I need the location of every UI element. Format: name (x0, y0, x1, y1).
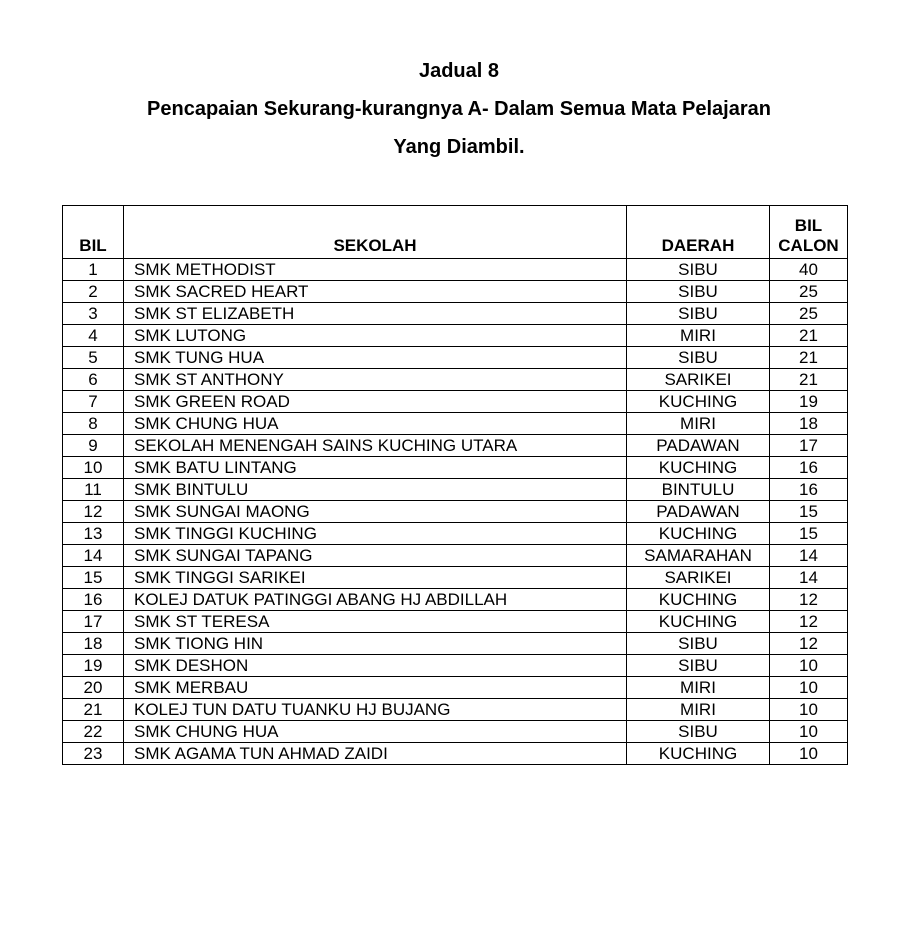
cell-bil-calon: 12 (770, 589, 848, 611)
cell-sekolah: SMK CHUNG HUA (124, 413, 627, 435)
cell-daerah: SIBU (627, 347, 770, 369)
cell-sekolah: SMK CHUNG HUA (124, 721, 627, 743)
results-table (62, 205, 848, 765)
cell-sekolah: SMK DESHON (124, 655, 627, 677)
cell-daerah: MIRI (627, 413, 770, 435)
header-bil-calon-line2: CALON (778, 236, 839, 255)
cell-sekolah: SMK MERBAU (124, 677, 627, 699)
header-daerah: DAERAH (627, 206, 770, 259)
cell-bil: 19 (63, 655, 124, 677)
cell-daerah: KUCHING (627, 457, 770, 479)
cell-sekolah: SMK GREEN ROAD (124, 391, 627, 413)
cell-daerah: SIBU (627, 259, 770, 281)
cell-bil: 23 (63, 743, 124, 765)
header-bil: BIL (63, 206, 124, 259)
cell-sekolah: SMK ST ELIZABETH (124, 303, 627, 325)
cell-bil: 17 (63, 611, 124, 633)
cell-daerah: SIBU (627, 655, 770, 677)
cell-daerah: KUCHING (627, 523, 770, 545)
cell-daerah: PADAWAN (627, 435, 770, 457)
table-row (63, 699, 848, 721)
cell-daerah: SIBU (627, 633, 770, 655)
cell-sekolah: SMK SACRED HEART (124, 281, 627, 303)
table-row (63, 567, 848, 589)
cell-sekolah: SMK TINGGI KUCHING (124, 523, 627, 545)
cell-daerah: KUCHING (627, 391, 770, 413)
cell-sekolah: KOLEJ TUN DATU TUANKU HJ BUJANG (124, 699, 627, 721)
cell-sekolah: SEKOLAH MENENGAH SAINS KUCHING UTARA (124, 435, 627, 457)
cell-bil-calon: 21 (770, 369, 848, 391)
results-table-container (62, 205, 848, 765)
cell-bil: 21 (63, 699, 124, 721)
cell-bil: 3 (63, 303, 124, 325)
cell-bil-calon: 15 (770, 501, 848, 523)
table-row (63, 633, 848, 655)
table-header-row (63, 206, 848, 259)
cell-bil-calon: 10 (770, 721, 848, 743)
cell-daerah: SIBU (627, 281, 770, 303)
table-row (63, 457, 848, 479)
cell-sekolah: SMK SUNGAI TAPANG (124, 545, 627, 567)
cell-bil-calon: 18 (770, 413, 848, 435)
cell-sekolah: SMK BINTULU (124, 479, 627, 501)
table-row (63, 721, 848, 743)
table-row (63, 281, 848, 303)
table-row (63, 369, 848, 391)
table-row (63, 589, 848, 611)
cell-bil-calon: 10 (770, 699, 848, 721)
cell-bil: 15 (63, 567, 124, 589)
cell-daerah: KUCHING (627, 743, 770, 765)
cell-bil-calon: 16 (770, 479, 848, 501)
cell-sekolah: SMK ST ANTHONY (124, 369, 627, 391)
cell-bil: 9 (63, 435, 124, 457)
cell-bil: 13 (63, 523, 124, 545)
cell-bil: 10 (63, 457, 124, 479)
cell-sekolah: SMK TUNG HUA (124, 347, 627, 369)
table-row (63, 303, 848, 325)
cell-sekolah: SMK METHODIST (124, 259, 627, 281)
cell-sekolah: SMK BATU LINTANG (124, 457, 627, 479)
cell-sekolah: SMK SUNGAI MAONG (124, 501, 627, 523)
header-bil-calon (770, 206, 848, 259)
cell-bil-calon: 40 (770, 259, 848, 281)
cell-bil: 22 (63, 721, 124, 743)
cell-bil-calon: 17 (770, 435, 848, 457)
table-row (63, 413, 848, 435)
cell-sekolah: SMK TINGGI SARIKEI (124, 567, 627, 589)
cell-bil: 6 (63, 369, 124, 391)
cell-bil: 5 (63, 347, 124, 369)
cell-daerah: KUCHING (627, 589, 770, 611)
cell-daerah: SARIKEI (627, 567, 770, 589)
cell-bil-calon: 25 (770, 281, 848, 303)
document-title (0, 52, 918, 166)
cell-bil: 8 (63, 413, 124, 435)
cell-bil-calon: 12 (770, 633, 848, 655)
cell-bil: 18 (63, 633, 124, 655)
header-sekolah: SEKOLAH (124, 206, 627, 259)
cell-daerah: MIRI (627, 325, 770, 347)
cell-bil: 2 (63, 281, 124, 303)
table-row (63, 743, 848, 765)
cell-bil: 14 (63, 545, 124, 567)
cell-bil-calon: 15 (770, 523, 848, 545)
table-row (63, 391, 848, 413)
table-caption-line-2: Yang Diambil. (393, 136, 525, 158)
cell-bil-calon: 12 (770, 611, 848, 633)
cell-bil-calon: 21 (770, 325, 848, 347)
cell-bil-calon: 10 (770, 743, 848, 765)
cell-sekolah: SMK ST TERESA (124, 611, 627, 633)
cell-daerah: PADAWAN (627, 501, 770, 523)
cell-daerah: SARIKEI (627, 369, 770, 391)
cell-sekolah: KOLEJ DATUK PATINGGI ABANG HJ ABDILLAH (124, 589, 627, 611)
cell-bil-calon: 19 (770, 391, 848, 413)
table-row (63, 347, 848, 369)
cell-bil: 20 (63, 677, 124, 699)
cell-sekolah: SMK AGAMA TUN AHMAD ZAIDI (124, 743, 627, 765)
header-bil-calon-line1: BIL (794, 216, 823, 235)
table-row (63, 655, 848, 677)
cell-daerah: MIRI (627, 699, 770, 721)
cell-daerah: KUCHING (627, 611, 770, 633)
table-row (63, 523, 848, 545)
cell-bil: 7 (63, 391, 124, 413)
cell-bil: 11 (63, 479, 124, 501)
cell-sekolah: SMK LUTONG (124, 325, 627, 347)
table-row (63, 501, 848, 523)
table-number-heading: Jadual 8 (418, 60, 500, 82)
cell-daerah: MIRI (627, 677, 770, 699)
table-row (63, 479, 848, 501)
cell-bil-calon: 16 (770, 457, 848, 479)
cell-bil-calon: 14 (770, 545, 848, 567)
cell-bil-calon: 10 (770, 677, 848, 699)
cell-bil-calon: 14 (770, 567, 848, 589)
cell-bil-calon: 25 (770, 303, 848, 325)
cell-daerah: SIBU (627, 303, 770, 325)
table-caption-line-1: Pencapaian Sekurang-kurangnya A- Dalam Semua Mata Pelajaran (147, 98, 771, 120)
cell-sekolah: SMK TIONG HIN (124, 633, 627, 655)
cell-bil: 16 (63, 589, 124, 611)
table-row (63, 545, 848, 567)
table-row (63, 259, 848, 281)
cell-daerah: SIBU (627, 721, 770, 743)
table-body (63, 259, 848, 765)
cell-bil: 12 (63, 501, 124, 523)
cell-daerah: SAMARAHAN (627, 545, 770, 567)
table-row (63, 677, 848, 699)
cell-bil-calon: 21 (770, 347, 848, 369)
cell-bil: 1 (63, 259, 124, 281)
table-row (63, 611, 848, 633)
cell-bil: 4 (63, 325, 124, 347)
table-row (63, 325, 848, 347)
cell-daerah: BINTULU (627, 479, 770, 501)
table-row (63, 435, 848, 457)
cell-bil-calon: 10 (770, 655, 848, 677)
